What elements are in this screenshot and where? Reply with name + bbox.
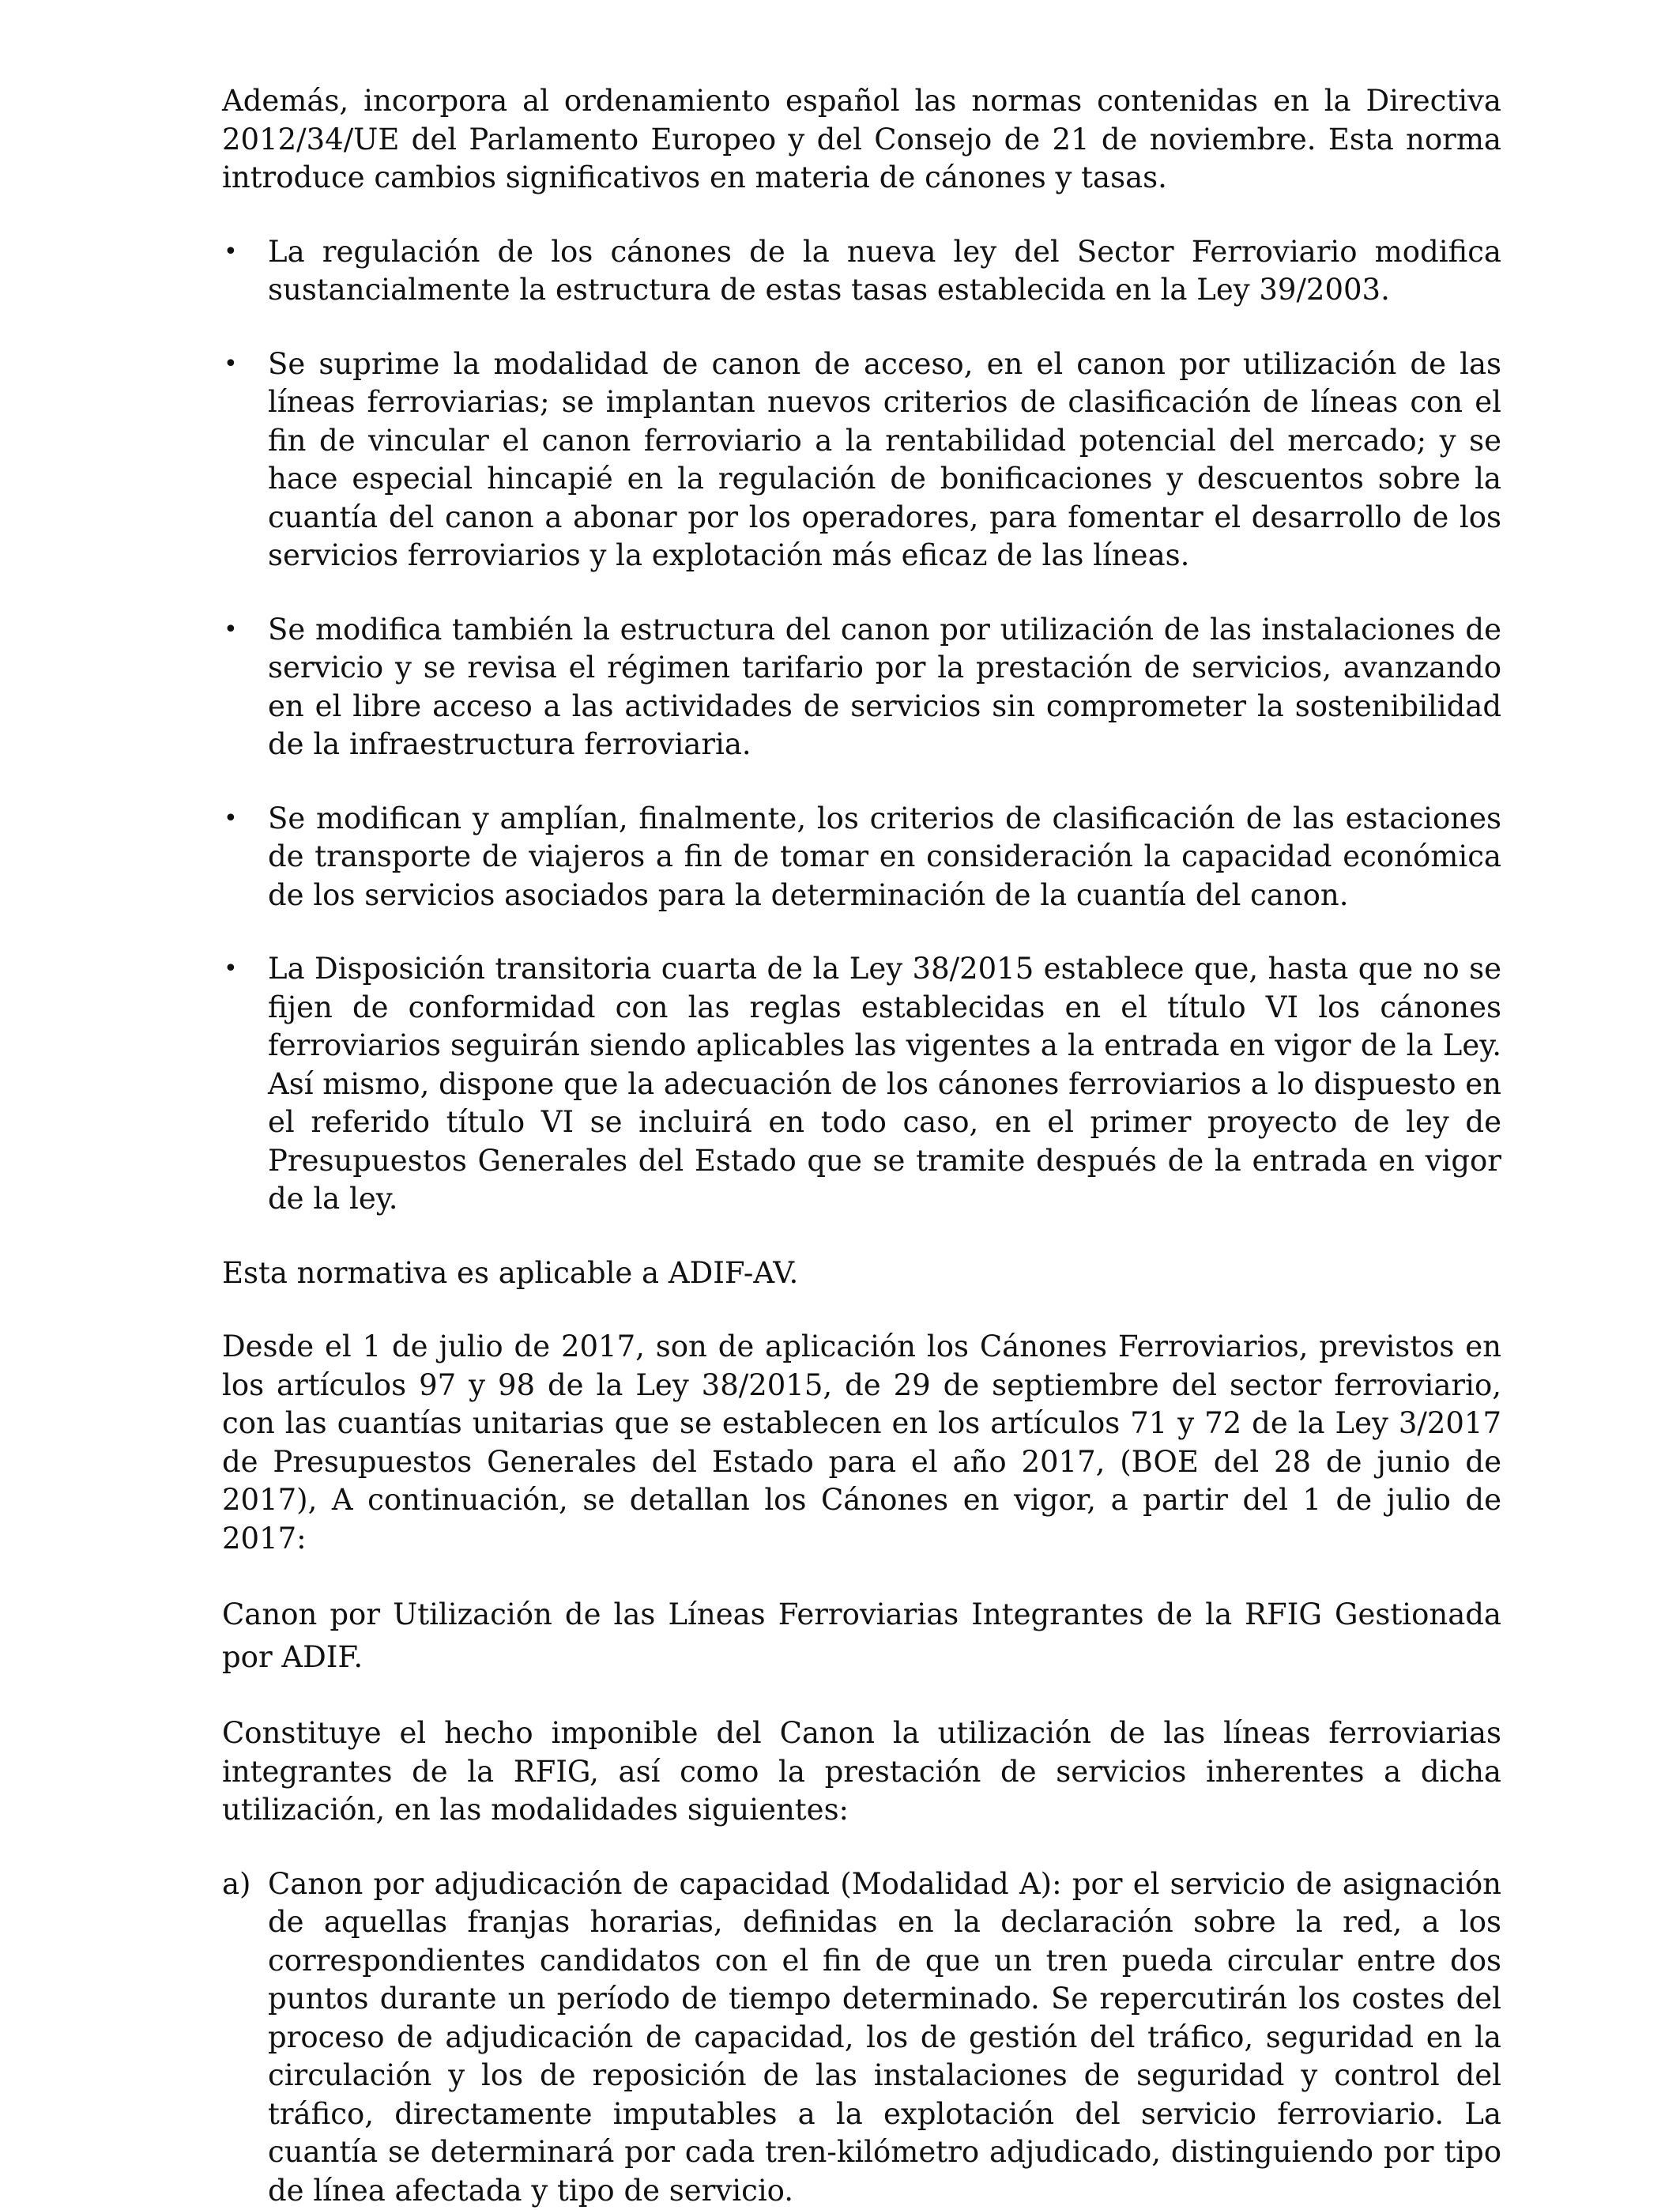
bullet-symbol: • <box>224 345 238 384</box>
since-paragraph: Desde el 1 de julio de 2017, son de aplicación los Cánones Ferroviarios, previstos en los artículos 97 y 98 de la Ley 38/2015, de 29 de septiembre del sector ferroviario, con las cuantías unitarias que se establecen en los artículos 71 y 72 de la Ley 3/2017 de Presupuestos Generales del Estado para el año 2017, (BOE del 28 de junio de 2017), A continuación, se detallan los Cánones en vigor, a partir del 1 de julio de 2017: <box>222 1328 1501 1558</box>
bullet-symbol: • <box>224 611 238 650</box>
bullet-item <box>222 233 1501 310</box>
section-heading: Canon por Utilización de las Líneas Ferroviarias Integrantes de la RFIG Gestionada por ADIF. <box>222 1593 1501 1679</box>
list-item-a <box>222 1865 1501 2210</box>
bullet-text: Se modifica también la estructura del canon por utilización de las instalaciones de servicio y se revisa el régimen tarifario por la prestación de servicios, avanzando en el libre acceso a las actividades de servicios sin comprometer la sostenibilidad de la infraestructura ferroviaria. <box>268 613 1501 762</box>
bullet-item <box>222 950 1501 1219</box>
bullet-symbol: • <box>224 950 238 989</box>
bullet-symbol: • <box>224 800 238 839</box>
bullet-symbol: • <box>224 233 238 272</box>
intro-paragraph: Además, incorpora al ordenamiento español las normas contenidas en la Directiva 2012/34/UE del Parlamento Europeo y del Consejo de 21 de noviembre. Esta norma introduce cambios significativos en materia de cánones y tasas. <box>222 82 1501 198</box>
bullet-text: La Disposición transitoria cuarta de la Ley 38/2015 establece que, hasta que no se fijen de conformidad con las reglas establecidas en el título VI los cánones ferroviarios seguirán siendo aplicables las vigentes a la entrada en vigor de la Ley. Así mismo, dispone que la adecuación de los cánones ferroviarios a lo dispuesto en el referido título VI se incluirá en todo caso, en el primer proyecto de ley de Presupuestos Generales del Estado que se tramite después de la entrada en vigor de la ley. <box>268 952 1501 1216</box>
list-marker: a) <box>222 1865 251 1904</box>
bullet-text: Se suprime la modalidad de canon de acceso, en el canon por utilización de las líneas ferroviarias; se implantan nuevos criterios de clasificación de líneas con el fin de vincular el canon ferroviario a la rentabilidad potencial del mercado; y se hace especial hincapié en la regulación de bonificaciones y descuentos sobre la cuantía del canon a abonar por los operadores, para fomentar el desarrollo de los servicios ferroviarios y la explotación más eficaz de las líneas. <box>268 347 1501 573</box>
applicable-paragraph: Esta normativa es aplicable a ADIF-AV. <box>222 1254 1501 1293</box>
bullet-item <box>222 800 1501 915</box>
bullet-item <box>222 611 1501 764</box>
bullet-item <box>222 345 1501 575</box>
bullet-text: Se modifican y amplían, finalmente, los criterios de clasificación de las estaciones de transporte de viajeros a fin de tomar en consideración la capacidad económica de los servicios asociados para la determinación de la cuantía del canon. <box>268 801 1501 912</box>
constituye-paragraph: Constituye el hecho imponible del Canon la utilización de las líneas ferroviarias integrantes de la RFIG, así como la prestación de servicios inherentes a dicha utilización, en las modalidades siguientes: <box>222 1714 1501 1830</box>
bullet-text: La regulación de los cánones de la nueva ley del Sector Ferroviario modifica sustancialmente la estructura de estas tasas establecida en la Ley 39/2003. <box>268 235 1501 307</box>
list-item-text: Canon por adjudicación de capacidad (Modalidad A): por el servicio de asignación de aquellas franjas horarias, definidas en la declaración sobre la red, a los correspondientes candidatos con el fin de que un tren pueda circular entre dos puntos durante un período de tiempo determinado. Se repercutirán los costes del proceso de adjudicación de capacidad, los de gestión del tráfico, seguridad en la circulación y los de reposición de las instalaciones de seguridad y control del tráfico, directamente imputables a la explotación del servicio ferroviario. La cuantía se determinará por cada tren-kilómetro adjudicado, distinguiendo por tipo de línea afectada y tipo de servicio. <box>268 1867 1501 2208</box>
